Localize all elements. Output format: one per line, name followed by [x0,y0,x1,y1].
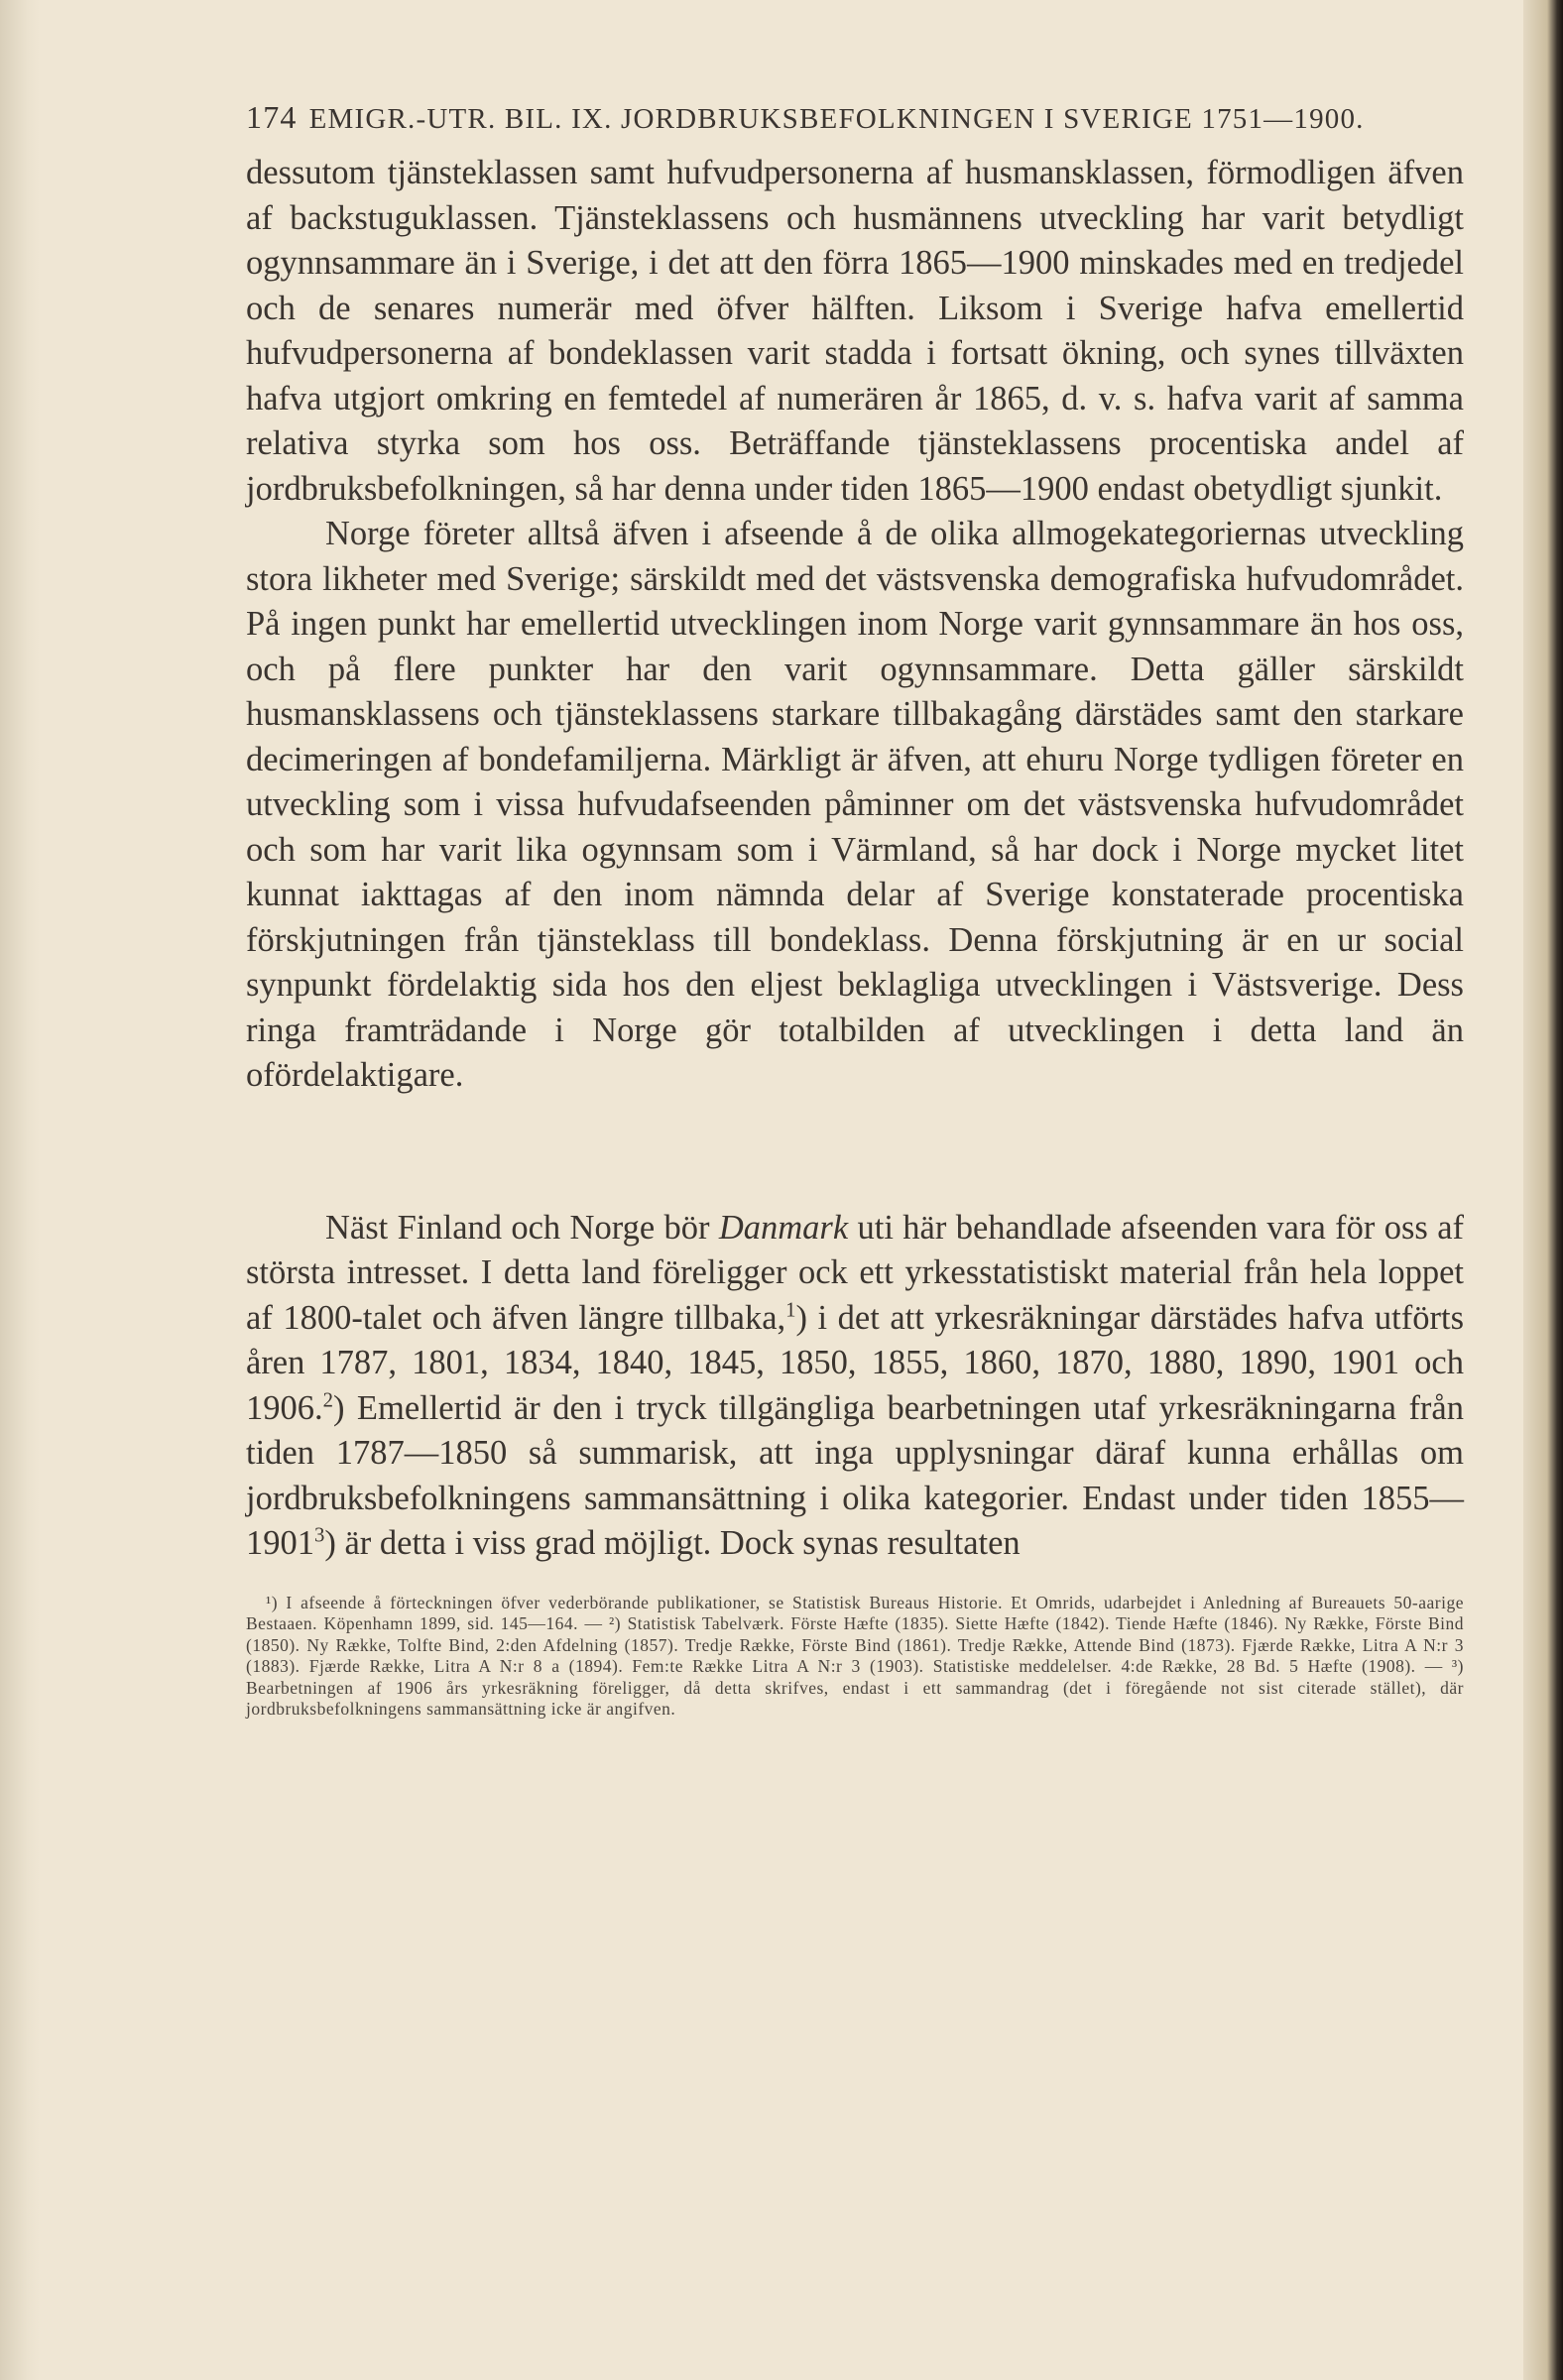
footnote-ref-3: 3 [314,1524,325,1547]
paragraph-3-lead: Näst Finland och Norge bör [325,1208,710,1247]
body-text [246,151,1464,1567]
footnote-ref-2: 2 [322,1389,333,1411]
paragraph-3-text-c: ) Emellertid är den i tryck tillgängliga bearbetningen utaf yrkesräkningarna från tiden 1787—1850 så summarisk, att inga upplysningar däraf kunna erhållas om jordbruksbefolkningens sammansättning i olika kategorier. Endast under tiden 1855—1901 [246,1388,1464,1562]
running-title: EMIGR.-UTR. BIL. IX. JORDBRUKSBEFOLKNINGEN I SVERIGE 1751—1900. [308,103,1365,135]
running-header [246,97,1464,139]
footnote-ref-1: 1 [785,1299,796,1321]
country-name-emphasis: Danmark [718,1208,849,1247]
paragraph-3 [246,1206,1464,1567]
section-gap [246,1099,1464,1206]
page-content [246,97,1464,1721]
page-number: 174 [246,99,298,135]
paragraph-1: dessutom tjänsteklassen samt hufvudpersonerna af husmansklassen, förmodligen äfven af backstuguklassen. Tjänsteklassens och husmännens utveckling har varit betydligt ogynnsammare än i Sverige, i det att den förra 1865—1900 minskades med en tredjedel och de senares numerär med öfver hälften. Liksom i Sverige hafva emellertid hufvudpersonerna af bondeklassen varit stadda i fortsatt ökning, och synes tillväxten hafva utgjort omkring en femtedel af numerären år 1865, d. v. s. hafva varit af samma relativa styrka som hos oss. Beträffande tjänsteklassens procentiska andel af jordbruksbefolkningen, så har denna under tiden 1865—1900 endast obetydligt sjunkit. [246,154,1464,508]
book-spine-edge [1523,0,1563,2380]
footnotes [246,1593,1464,1721]
paragraph-2: Norge företer alltså äfven i afseende å de olika allmogekategoriernas utveckling stora likheter med Sverige; särskildt med det västsvenska demografiska hufvudområdet. På ingen punkt har emellertid utvecklingen inom Norge varit gynnsammare än hos oss, och på flere punkter har den varit ogynnsammare. Detta gäller särskildt husmansklassens och tjänsteklassens starkare tillbakagång därstädes samt den starkare decimeringen af bondefamiljerna. Märkligt är äfven, att ehuru Norge tydligen företer en utveckling som i vissa hufvudafseenden påminner om det västsvenska hufvudområdet och som har varit lika ogynnsam som i Värmland, så har dock i Norge mycket litet kunnat iakttagas af den inom nämnda delar af Sverige konstaterade procentiska förskjutningen från tjänsteklass till bondeklass. Denna förskjutning är en ur social synpunkt fördelaktig sida hos den eljest beklagliga utvecklingen i Västsverige. Dess ringa framträdande i Norge gör totalbilden af utvecklingen i detta land än ofördelaktigare. [246,515,1464,1094]
footnotes-text: ¹) I afseende å förteckningen öfver vederbörande publikationer, se Statistisk Bureaus Historie. Et Omrids, udarbejdet i Anledning af Bureauets 50-aarige Bestaaen. Köpenhamn 1899, sid. 145—164. — ²) Statistisk Tabelværk. Förste Hæfte (1835). Siette Hæfte (1842). Tiende Hæfte (1846). Ny Række, Förste Bind (1850). Ny Række, Tolfte Bind, 2:den Afdelning (1857). Tredje Række, Förste Bind (1861). Tredje Række, Attende Bind (1873). Fjærde Række, Litra A N:r 3 (1883). Fjærde Række, Litra A N:r 8 a (1894). Fem:te Række Litra A N:r 3 (1903). Statistiske meddelelser. 4:de Række, 28 Bd. 5 Hæfte (1908). — ³) Bearbetningen af 1906 års yrkesräkning föreligger, då detta skrifves, endast i ett sammandrag (det i föregående not sist citerade stället), där jordbruksbefolkningens sammansättning icke är angifven. [246,1592,1464,1719]
paragraph-3-text-b: ) i det att yrkesräkningar därstädes hafva utförts åren 1787, 1801, 1834, 1840, 1845, 1850, 1855, 1860, 1870, 1880, 1890, 1901 och 1906. [246,1298,1464,1427]
paragraph-3-text-d: ) är detta i viss grad möjligt. Dock synas resultaten [324,1524,1021,1562]
paragraph-3-text-a: uti här behandlade afseenden vara för oss af största intresset. I detta land föreligger ock ett yrkesstatistiskt material från hela loppet af 1800-talet och äfven längre tillbaka, [246,1208,1464,1337]
page-gutter-shadow [0,0,40,2380]
